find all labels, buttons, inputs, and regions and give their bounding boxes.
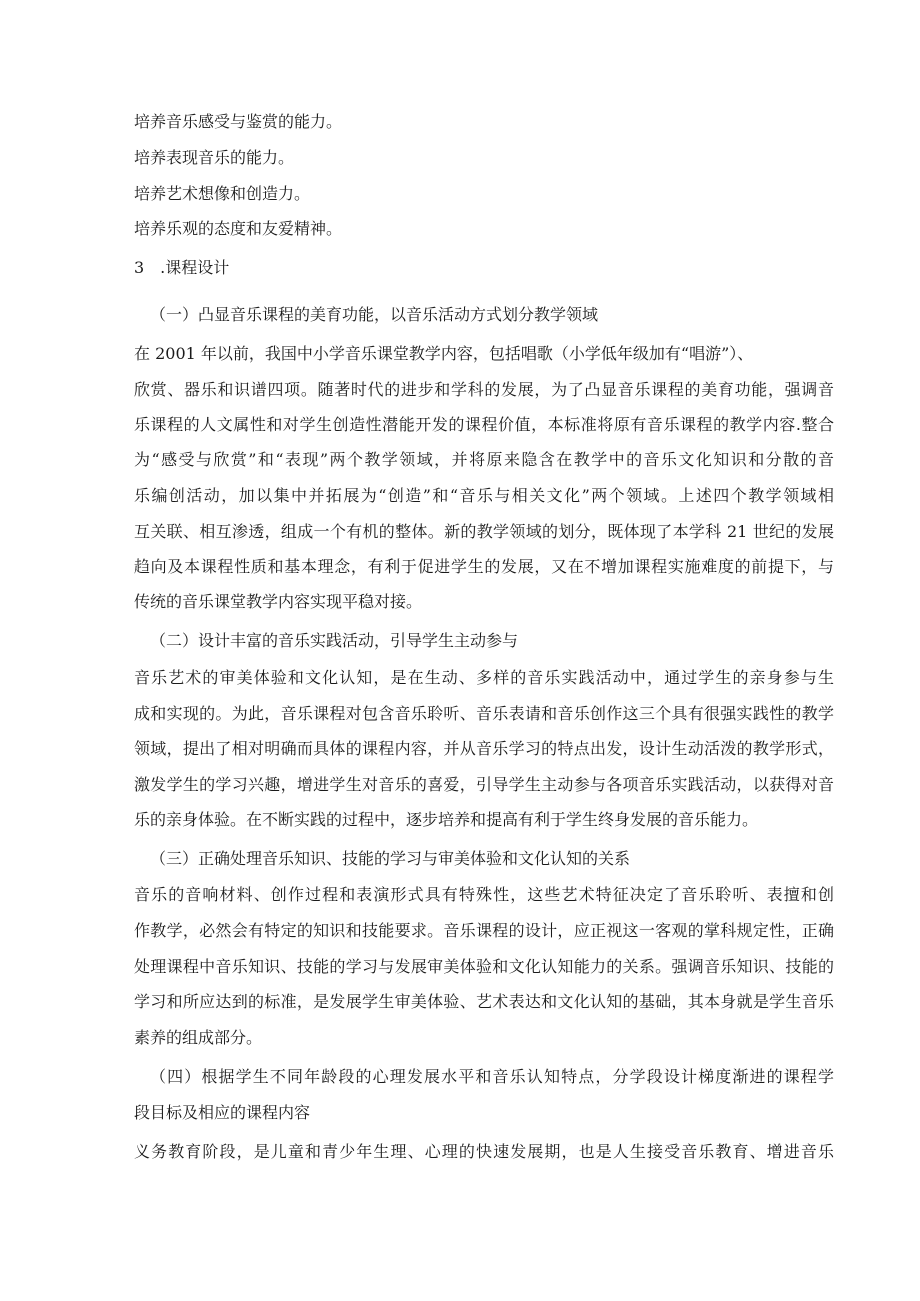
paragraph-line: 激发学生的学习兴趣，增进学生对音乐的喜爱，引导学生主动参与各项音乐实践活动，以获得对音 bbox=[134, 775, 834, 794]
section-heading: 3 .课程设计 bbox=[134, 258, 230, 277]
subsection-title: （四）根据学生不同年龄段的心理发展水平和音乐认知特点，分学段设计梯度渐进的课程学 bbox=[150, 1067, 834, 1086]
paragraph-line: 乐的亲身体验。在不断实践的过程中，逐步培养和提高有利于学生终身发展的音乐能力。 bbox=[134, 810, 759, 829]
paragraph-line: 音乐艺术的审美体验和文化认知，是在生动、多样的音乐实践活动中，通过学生的亲身参与生 bbox=[134, 668, 834, 687]
paragraph-line: 在 2001 年以前，我国中小学音乐课堂教学内容，包括唱歌（小学低年级加有“唱游”）、 bbox=[134, 344, 754, 363]
subsection-title: （一）凸显音乐课程的美育功能，以音乐活动方式划分教学领域 bbox=[150, 305, 599, 324]
paragraph-line: 作教学，必然会有特定的知识和技能要求。音乐课程的设计，应正视这一客观的掌科规定性，正确 bbox=[134, 921, 834, 940]
subsection-title: （二）设计丰富的音乐实践活动，引导学生主动参与 bbox=[150, 631, 519, 650]
paragraph-line: 趋向及本课程性质和基本理念，有利于促进学生的发展，又在不增加课程实施难度的前提下，与 bbox=[134, 557, 834, 576]
paragraph-line: 为“感受与欣赏”和“表现”两个教学领域，并将原来隐含在教学中的音乐文化知识和分散的音 bbox=[134, 450, 834, 469]
subsection-title-continued: 段目标及相应的课程内容 bbox=[134, 1103, 311, 1122]
paragraph-line: 成和实现的。为此，音乐课程对包含音乐聆听、音乐表请和音乐创作这三个具有很强实践性的教学 bbox=[134, 704, 834, 723]
paragraph-line: 学习和所应达到的标准，是发展学生审美体验、艺术表达和文化认知的基础，其本身就是学生音乐 bbox=[134, 992, 834, 1011]
subsection-title: （三）正确处理音乐知识、技能的学习与审美体验和文化认知的关系 bbox=[150, 849, 631, 868]
paragraph-line: 欣赏、器乐和识谱四项。随著时代的进步和学科的发展，为了凸显音乐课程的美育功能，强调音 bbox=[134, 380, 834, 399]
paragraph-line: 乐课程的人文属性和对学生创造性潜能开发的课程价值，本标准将原有音乐课程的教学内容.整合 bbox=[134, 415, 834, 434]
paragraph-line: 处理课程中音乐知识、技能的学习与发展审美体验和文化认知能力的关系。强调音乐知识、技能的 bbox=[134, 957, 834, 976]
goal-item: 培养乐观的态度和友爱精神。 bbox=[134, 219, 343, 238]
paragraph-line: 互关联、相互渗透，组成一个有机的整体。新的教学领域的划分，既体现了本学科 21 世纪的发展 bbox=[134, 522, 834, 541]
paragraph-line: 音乐的音响材料、创作过程和表演形式具有特殊性，这些艺术特征决定了音乐聆听、表擅和创 bbox=[134, 885, 834, 904]
paragraph-line: 义务教育阶段，是儿童和青少年生理、心理的快速发展期，也是人生接受音乐教育、增进音乐 bbox=[134, 1142, 834, 1161]
paragraph-line: 传统的音乐课堂教学内容实现平稳对接。 bbox=[134, 592, 423, 611]
goal-item: 培养音乐感受与鉴赏的能力。 bbox=[134, 112, 343, 131]
goal-item: 培养艺术想像和创造力。 bbox=[134, 184, 311, 203]
paragraph-line: 素养的组成部分。 bbox=[134, 1028, 263, 1047]
goal-item: 培养表现音乐的能力。 bbox=[134, 148, 295, 167]
paragraph-line: 乐编创活动，加以集中并拓展为“创造”和“音乐与相关文化”两个领域。上述四个教学领域相 bbox=[134, 486, 834, 505]
paragraph-line: 领域，提出了相对明确而具体的课程内容，并从音乐学习的特点出发，设计生动活泼的教学形式， bbox=[134, 739, 834, 758]
